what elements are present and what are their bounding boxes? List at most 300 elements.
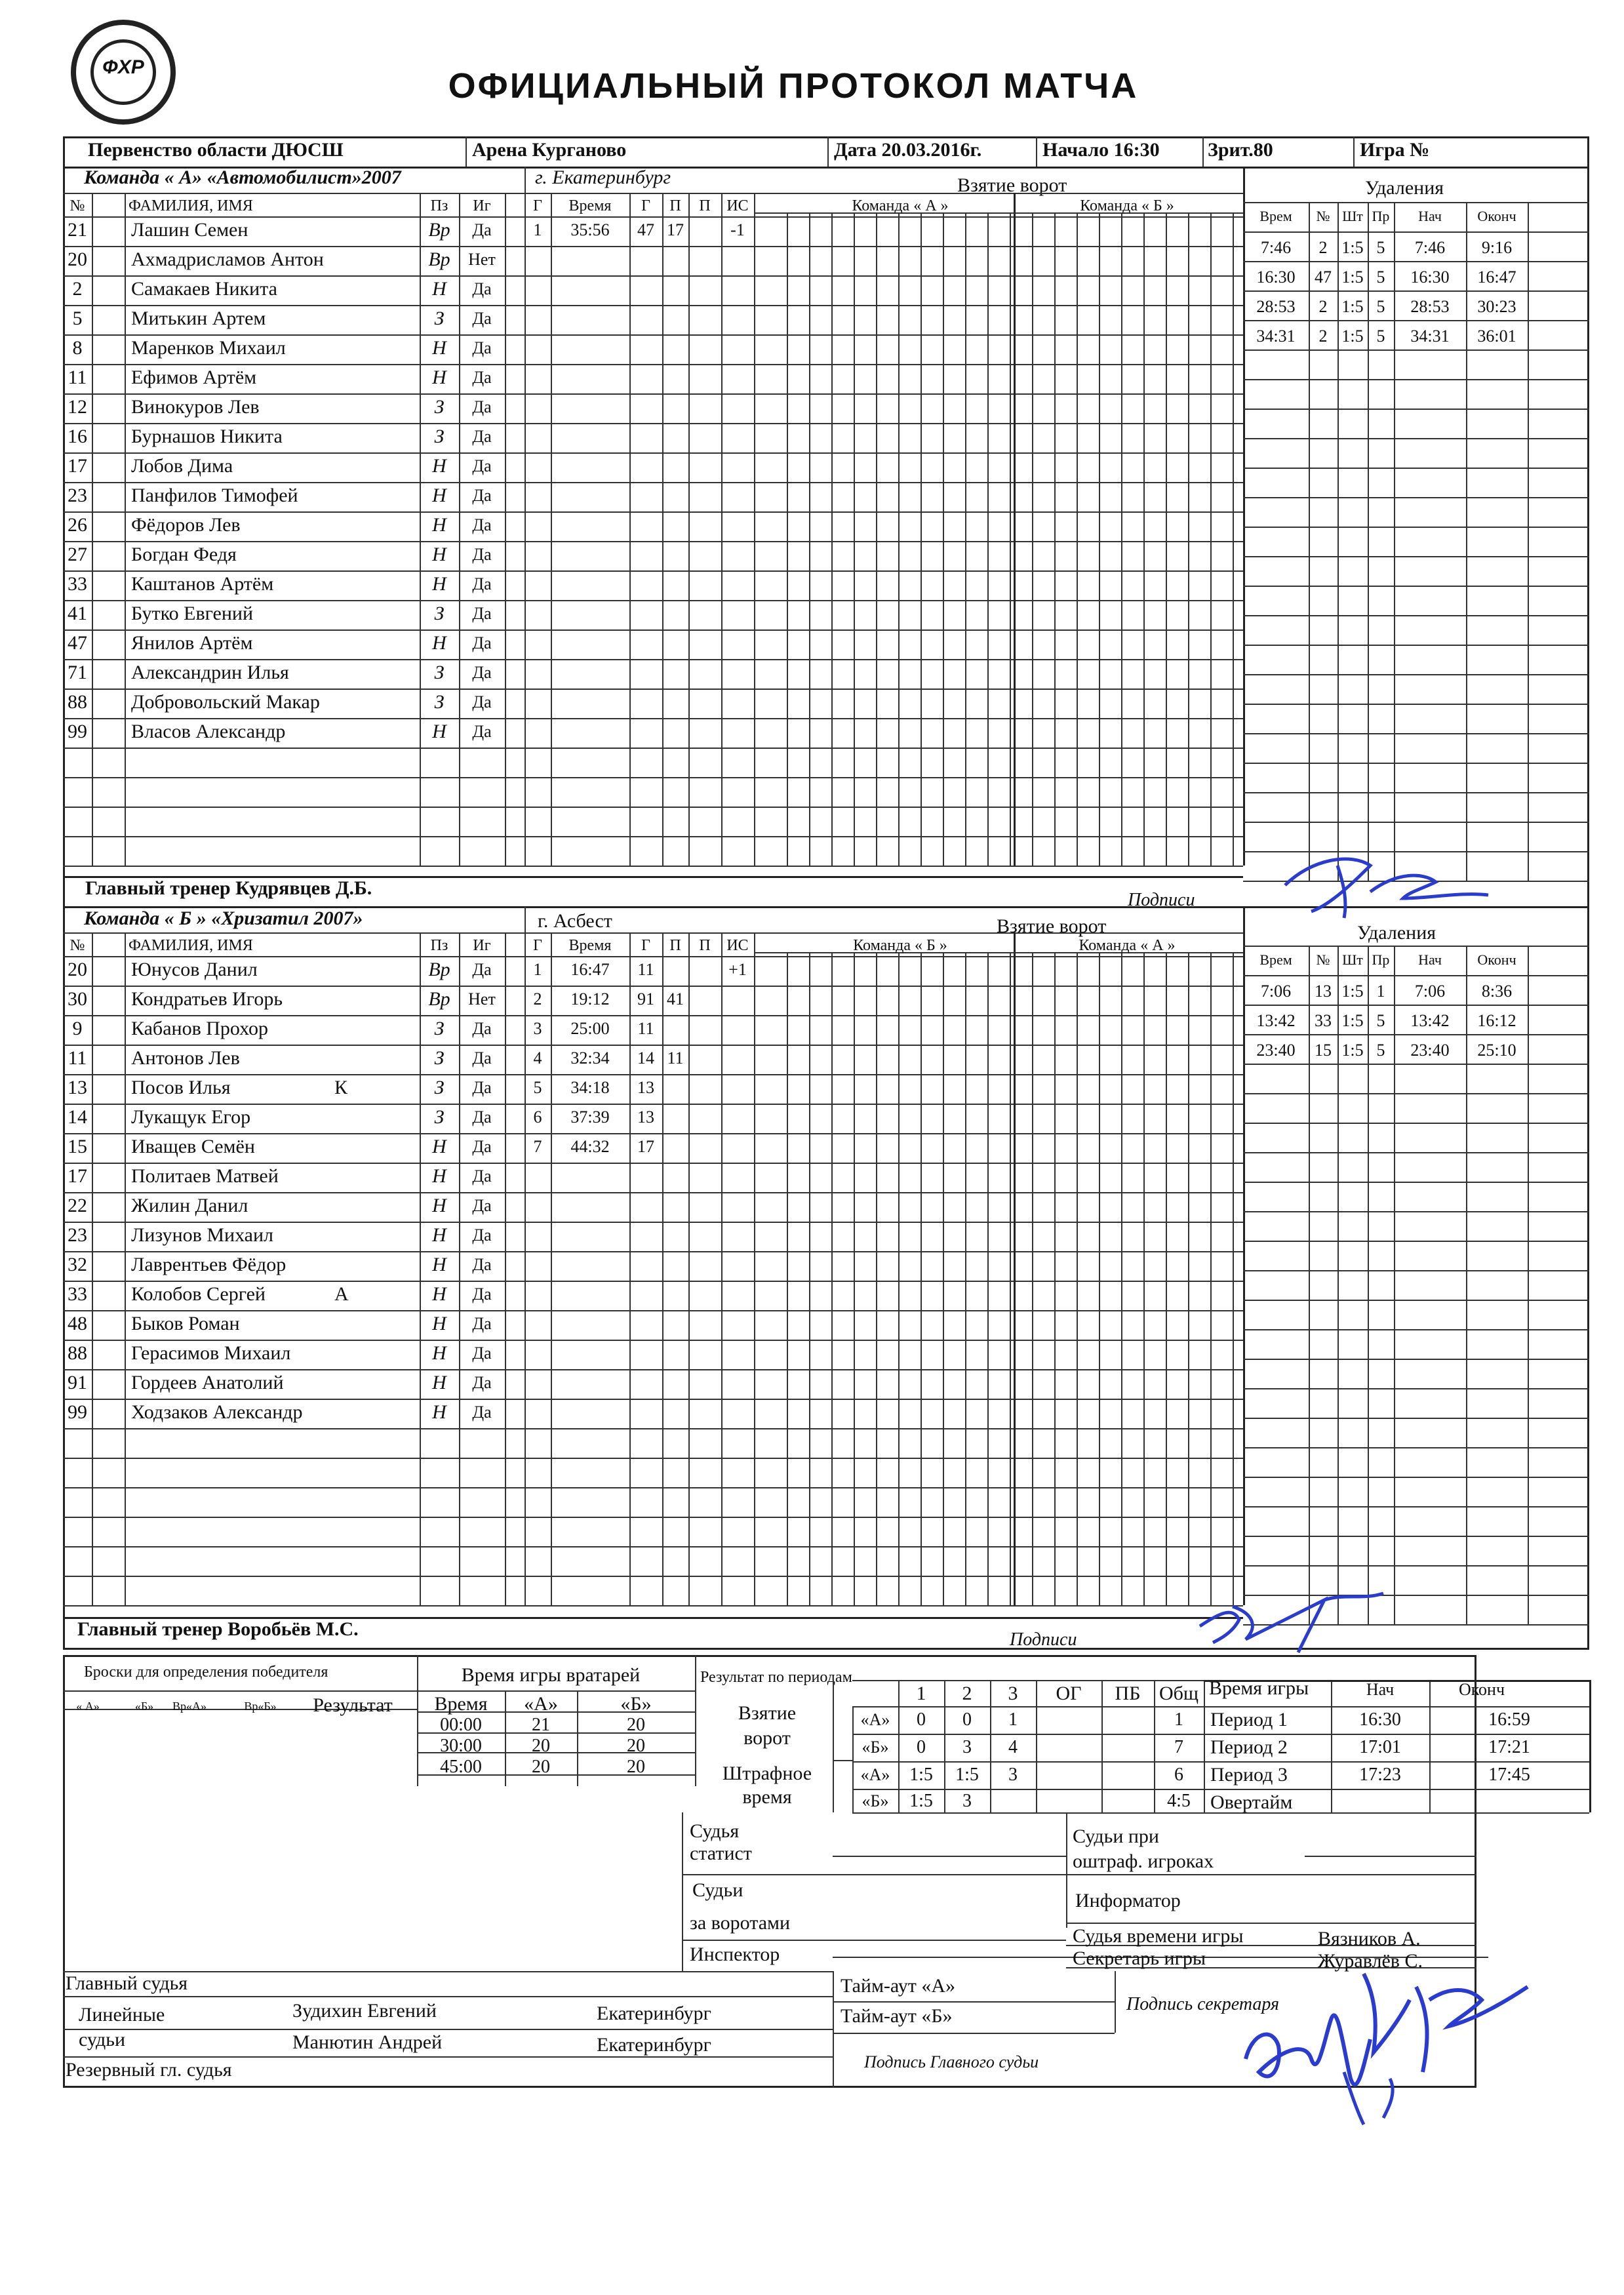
pen-row-divider [1243, 763, 1589, 764]
pen-row-divider [1243, 261, 1589, 262]
player-played: Нет [468, 989, 496, 1008]
row-divider [63, 393, 1243, 395]
player-played: Да [472, 515, 492, 534]
goal-scorer: 13 [637, 1108, 654, 1127]
pen-header-pen_num: № [1316, 208, 1330, 224]
player-number: 88 [68, 1342, 87, 1364]
pen-row-divider [1243, 1241, 1589, 1242]
grid-divider [943, 212, 944, 866]
row-divider [63, 1458, 1243, 1459]
row-divider [63, 748, 1243, 749]
player-name: Колобов Сергей [131, 1283, 266, 1305]
row-divider [63, 541, 1243, 542]
pen-row-divider [1243, 231, 1589, 233]
player-number: 71 [68, 662, 87, 683]
player-name: Лизунов Михаил [131, 1224, 274, 1246]
grid-divider [1099, 212, 1100, 866]
col-played: Иг [473, 937, 491, 954]
player-played: Да [472, 1373, 492, 1392]
col-num: № [69, 937, 85, 954]
grid-divider [1032, 212, 1033, 866]
grid-divider [1143, 212, 1145, 866]
linesman-1-city: Екатеринбург [597, 2003, 711, 2024]
pen-row-divider [1243, 792, 1589, 793]
periods-top-line [1204, 1680, 1591, 1682]
grid-divider [1010, 212, 1011, 866]
goal-time: 34:18 [570, 1078, 610, 1097]
period-name: Овертайм [1210, 1791, 1293, 1813]
period-start: 17:23 [1359, 1765, 1401, 1785]
goalie-cell: 00:00 [440, 1715, 482, 1735]
player-position: З [434, 603, 445, 624]
team-b-city: г. Асбест [538, 910, 612, 932]
grid-divider [987, 952, 989, 1605]
col-is: ИС [726, 197, 749, 214]
penalty-min: 1:5 [1341, 297, 1364, 316]
penalty-min: 1:5 [1341, 327, 1364, 346]
penalty-num: 2 [1318, 297, 1328, 316]
team-a-goals-title: Взятие ворот [957, 174, 1067, 196]
grid-divider [1121, 952, 1122, 1605]
goal-judges-label-2: за воротами [690, 1912, 791, 1934]
player-played: Да [472, 1344, 492, 1363]
pen-header-pen_reason: Пр [1372, 951, 1390, 968]
start-time-label: Начало 16:30 [1042, 139, 1160, 161]
penalty-min: 1:5 [1341, 268, 1364, 287]
col-divider [662, 193, 663, 866]
results-row-divider [833, 1760, 852, 1761]
player-played: Да [472, 604, 492, 623]
player-played: Да [472, 1196, 492, 1215]
penalty-num: 33 [1315, 1011, 1332, 1030]
pen-row-divider [1243, 1565, 1589, 1567]
results-cell: 1:5 [955, 1765, 979, 1785]
penalty-start: 34:31 [1410, 327, 1450, 346]
pen-row-divider [1243, 497, 1589, 498]
row-divider [63, 423, 1243, 424]
time-judge-label: Судья времени игры [1073, 1925, 1244, 1947]
row-divider [63, 570, 1243, 572]
penalty-reason: 5 [1376, 327, 1385, 346]
goalie-cell: 20 [627, 1757, 645, 1777]
player-number: 91 [68, 1372, 87, 1393]
penalty-start: 28:53 [1410, 297, 1450, 316]
main-referee-label: Главный судья [66, 1972, 188, 1994]
row-divider [63, 1605, 1243, 1606]
player-name: Быков Роман [131, 1313, 240, 1334]
player-name: Жилин Данил [131, 1195, 248, 1216]
period-name: Период 3 [1210, 1764, 1288, 1786]
player-position: З [434, 1077, 445, 1098]
player-number: 30 [68, 988, 87, 1010]
player-position: Вр [428, 959, 450, 980]
results-team-label: «Б» [862, 1738, 889, 1757]
player-played: Да [472, 220, 492, 239]
col-divider [525, 193, 526, 866]
row-divider [63, 1074, 1243, 1075]
results-cell: 0 [962, 1709, 972, 1730]
player-position: Н [432, 1372, 446, 1393]
goal-time: 44:32 [570, 1137, 610, 1156]
shootout-col-b: «Б» [134, 1700, 154, 1713]
linesmen-label-2: судьи [79, 2029, 126, 2050]
results-cell: 1 [1008, 1709, 1018, 1730]
penalty-reason: 1 [1376, 982, 1385, 1001]
player-name: Гордеев Анатолий [131, 1372, 284, 1393]
row-divider [63, 866, 1243, 867]
player-name: Маренков Михаил [131, 337, 286, 359]
player-position: Н [432, 1136, 446, 1157]
pen-row-divider [1243, 556, 1589, 557]
row-divider [63, 1340, 1243, 1341]
player-number: 22 [68, 1195, 87, 1216]
goalie-cell: 20 [532, 1736, 550, 1756]
player-number: 5 [72, 308, 83, 329]
player-number: 23 [68, 1224, 87, 1246]
player-position: Н [432, 367, 446, 388]
player-played: Да [472, 960, 492, 979]
goals-sub-b: Команда « Б » [1080, 197, 1174, 214]
col-divider [92, 193, 93, 866]
row-divider [63, 334, 1243, 336]
player-number: 20 [68, 959, 87, 980]
player-position: З [434, 426, 445, 447]
row-divider [63, 1576, 1243, 1577]
team-b-signature [1193, 1587, 1390, 1659]
player-name: Кабанов Прохор [131, 1018, 269, 1039]
player-name: Винокуров Лев [131, 396, 260, 418]
col-divider [505, 193, 506, 866]
player-played: Да [472, 309, 492, 328]
penalty-min: 1:5 [1341, 1041, 1364, 1060]
player-played: Да [472, 1226, 492, 1245]
grid-divider [943, 952, 944, 1605]
player-position: Н [432, 337, 446, 359]
grid-divider [1099, 952, 1100, 1605]
player-played: Да [472, 545, 492, 564]
shootout-title: Броски для определения победителя [84, 1664, 328, 1681]
row-divider [63, 1369, 1243, 1370]
player-position: Н [432, 514, 446, 536]
period-name: Период 2 [1210, 1736, 1288, 1758]
player-number: 99 [68, 721, 87, 742]
game-number-label: Игра № [1360, 139, 1430, 161]
player-number: 99 [68, 1401, 87, 1423]
player-name: Каштанов Артём [131, 573, 274, 595]
results-cell: 1:5 [909, 1791, 933, 1811]
grid-divider [898, 952, 900, 1605]
pen-row-divider [1243, 202, 1589, 203]
grid-divider [1233, 212, 1234, 866]
player-number: 23 [68, 485, 87, 506]
penalty-judges-label-2: оштраф. игроках [1073, 1850, 1214, 1872]
player-number: 2 [72, 278, 83, 300]
goalie-col-header: «Б» [620, 1693, 652, 1715]
player-name: Лаврентьев Фёдор [131, 1254, 287, 1275]
team-a-city: г. Екатеринбург [535, 167, 671, 188]
player-position: Н [432, 1313, 446, 1334]
penalty-end: 16:47 [1477, 268, 1516, 287]
player-position: Н [432, 1195, 446, 1216]
player-position: Н [432, 278, 446, 300]
results-pen-label-2: время [742, 1786, 792, 1808]
col-goal-no: Г [533, 197, 542, 214]
pen-row-divider [1243, 1300, 1589, 1301]
player-played: Да [472, 1285, 492, 1304]
penalty-start: 7:06 [1414, 982, 1446, 1001]
row-divider [63, 1487, 1243, 1488]
player-number: 11 [68, 1047, 87, 1069]
pen-header-pen_min: Шт [1342, 208, 1363, 224]
date-label: Дата 20.03.2016г. [834, 139, 982, 161]
pen-row-divider [1243, 822, 1589, 823]
player-position: Н [432, 632, 446, 654]
shootout-col-gk-b: Вр«Б» [244, 1700, 277, 1713]
player-name: Юнусов Данил [131, 959, 258, 980]
period-end: 16:59 [1488, 1709, 1530, 1730]
penalty-reason: 5 [1376, 1011, 1385, 1030]
timeout-b-label: Тайм-аут «Б» [841, 2005, 953, 2027]
col-assist-1: Г [641, 937, 650, 954]
player-number: 88 [68, 691, 87, 713]
player-position: Н [432, 544, 446, 565]
period-end: 17:45 [1488, 1765, 1530, 1785]
col-name: ФАМИЛИЯ, ИМЯ [129, 937, 253, 954]
grid-divider [898, 212, 900, 866]
penalty-end: 8:36 [1481, 982, 1513, 1001]
results-header: 2 [962, 1683, 972, 1704]
col-played: Иг [473, 197, 491, 214]
penalty-reason: 5 [1376, 268, 1385, 287]
row-divider [63, 1546, 1243, 1547]
row-divider [63, 511, 1243, 513]
penalty-num: 13 [1315, 982, 1332, 1001]
arena-label: Арена Курганово [472, 139, 627, 161]
goalie-cell: 20 [627, 1736, 645, 1756]
grid-divider [1077, 212, 1078, 866]
periods-title: Время игры [1209, 1677, 1309, 1699]
goal-number: 2 [533, 989, 542, 1008]
player-position: Вр [428, 988, 450, 1010]
shootout-col-a: « А» [76, 1700, 100, 1713]
goal-is: -1 [730, 220, 745, 239]
player-number: 12 [68, 396, 87, 418]
goal-scorer: 11 [637, 1019, 654, 1038]
col-divider [629, 193, 631, 866]
results-row-divider [852, 1734, 1589, 1735]
results-row-divider [852, 1789, 1589, 1790]
timeout-a-label: Тайм-аут «А» [841, 1975, 955, 1997]
results-header: ПБ [1115, 1683, 1141, 1704]
player-name: Кондратьев Игорь [131, 988, 283, 1010]
row-divider [63, 718, 1243, 719]
goal-is: +1 [728, 960, 747, 979]
goal-scorer: 11 [637, 960, 654, 979]
grid-divider [1210, 952, 1212, 1605]
row-divider [63, 1222, 1243, 1223]
pen-row-divider [1243, 1447, 1589, 1448]
pen-row-divider [1243, 1270, 1589, 1271]
linesman-2-city: Екатеринбург [597, 2034, 711, 2056]
grid-divider [1054, 212, 1056, 866]
penalty-start: 16:30 [1410, 268, 1450, 287]
player-number: 14 [68, 1106, 87, 1128]
player-number: 9 [72, 1018, 83, 1039]
col-divider [125, 193, 126, 866]
player-name: Ефимов Артём [131, 367, 257, 388]
player-name: Лашин Семен [131, 219, 248, 241]
player-name: Добровольский Макар [131, 691, 320, 713]
player-number: 11 [68, 367, 87, 388]
results-header: 1 [916, 1683, 926, 1704]
player-played: Да [472, 1108, 492, 1127]
row-divider [63, 305, 1243, 306]
goals-sub-b: Команда « А » [1079, 937, 1176, 954]
goal-time: 19:12 [570, 989, 610, 1008]
player-position: Н [432, 1401, 446, 1423]
linesman-2-name: Манютин Андрей [292, 2031, 443, 2053]
col-divider [754, 932, 755, 1605]
periods-start-label: Нач [1366, 1680, 1395, 1699]
grid-divider [1166, 952, 1167, 1605]
col-divider [551, 193, 552, 866]
player-position: Вр [428, 219, 450, 241]
player-number: 16 [68, 426, 87, 447]
player-played: Да [472, 456, 492, 475]
goals-divider [1014, 932, 1016, 1605]
col-divider [754, 193, 755, 866]
pen-row-divider [1243, 1182, 1589, 1183]
grid-divider [831, 212, 833, 866]
penalty-start: 13:42 [1410, 1011, 1450, 1030]
grid-divider [809, 212, 810, 866]
goalie-col-header: Время [434, 1693, 488, 1715]
results-title: Результат по периодам [700, 1669, 852, 1686]
player-played: Да [472, 427, 492, 446]
col-num: № [69, 197, 85, 214]
pen-row-divider [1243, 1329, 1589, 1330]
player-played: Да [472, 1314, 492, 1333]
player-position: З [434, 691, 445, 713]
col-divider [721, 932, 723, 1605]
team-b-penalties-title: Удаления [1357, 922, 1436, 944]
secretary-name: Журавлёв С. [1318, 1950, 1423, 1972]
col-goal-no: Г [533, 937, 542, 954]
pen-header-pen_end: Оконч [1477, 208, 1516, 224]
player-number: 17 [68, 455, 87, 477]
player-played: Да [472, 633, 492, 652]
goal-number: 4 [533, 1048, 542, 1068]
player-name: Политаев Матвей [131, 1165, 279, 1187]
pen-header-pen_end: Оконч [1477, 951, 1516, 968]
player-played: Да [472, 574, 492, 593]
results-pen-label-1: Штрафное [722, 1763, 812, 1784]
pen-row-divider [1243, 349, 1589, 351]
team-b-signatures-label: Подписи [1010, 1629, 1077, 1650]
player-played: Да [472, 692, 492, 711]
fhr-logo [71, 20, 176, 125]
team-b-coach: Главный тренер Воробьёв М.С. [77, 1618, 359, 1640]
pen-header-pen_start: Нач [1418, 208, 1442, 224]
player-name: Панфилов Тимофей [131, 485, 298, 506]
row-divider [63, 1192, 1243, 1193]
col-assist-2: П [669, 937, 681, 954]
player-number: 8 [72, 337, 83, 359]
pen-row-divider [1243, 320, 1589, 321]
pen-header-pen_min: Шт [1342, 951, 1363, 968]
grid-divider [1166, 212, 1167, 866]
grid-divider [1077, 952, 1078, 1605]
player-name: Посов Илья [131, 1077, 231, 1098]
col-goal-time: Время [568, 937, 612, 954]
grid-divider [831, 952, 833, 1605]
pen-row-divider [1243, 527, 1589, 528]
team-b-label: Команда « Б » «Хризатил 2007» [84, 908, 363, 929]
pen-header-pen_num: № [1316, 951, 1330, 968]
player-name: Александрин Илья [131, 662, 289, 683]
col-pos: Пз [430, 937, 448, 954]
penalty-num: 15 [1315, 1041, 1332, 1060]
pen-row-divider [1243, 975, 1589, 976]
player-played: Да [472, 1048, 492, 1068]
linesmen-label-1: Линейные [79, 2004, 165, 2026]
player-position: З [434, 396, 445, 418]
penalty-end: 16:12 [1477, 1011, 1516, 1030]
results-header: Общ [1159, 1683, 1199, 1704]
player-number: 47 [68, 632, 87, 654]
results-cell: 7 [1174, 1737, 1183, 1757]
pen-row-divider [1243, 1359, 1589, 1360]
row-divider [63, 807, 1243, 808]
pen-row-divider [1243, 1152, 1589, 1153]
results-row-divider [852, 1761, 1589, 1763]
pen-row-divider [1243, 1123, 1589, 1124]
col-name: ФАМИЛИЯ, ИМЯ [129, 197, 253, 214]
goalie-cell: 30:00 [440, 1736, 482, 1756]
results-cell: 4:5 [1167, 1791, 1191, 1811]
pen-row-divider [1243, 409, 1589, 410]
pen-row-divider [1243, 1005, 1589, 1006]
player-played: Да [472, 1167, 492, 1186]
pen-row-divider [1243, 645, 1589, 646]
row-divider [63, 986, 1243, 987]
row-divider [63, 1133, 1243, 1134]
results-team-label: «А» [860, 1765, 890, 1784]
player-position: Н [432, 455, 446, 477]
goal-assist-1: 41 [667, 989, 684, 1008]
player-number: 32 [68, 1254, 87, 1275]
player-name: Ходзаков Александр [131, 1401, 303, 1423]
penalty-num: 2 [1318, 238, 1328, 257]
player-number: 27 [68, 544, 87, 565]
penalty-time: 34:31 [1256, 327, 1296, 346]
player-played: Да [472, 1403, 492, 1422]
periods-col-divider [1589, 1680, 1591, 1812]
player-name: Янилов Артём [131, 632, 253, 654]
secretary-sign-label: Подпись секретаря [1126, 1994, 1280, 2014]
goalie-cell: 45:00 [440, 1757, 482, 1777]
grid-divider [965, 212, 966, 866]
reserve-referee-label: Резервный гл. судья [66, 2059, 232, 2081]
player-name: Лукащук Егор [131, 1106, 251, 1128]
penalty-time: 7:46 [1260, 238, 1292, 257]
pen-row-divider [1243, 733, 1589, 734]
grid-divider [987, 212, 989, 866]
goal-scorer: 17 [637, 1137, 654, 1156]
team-a-penalties-title: Удаления [1365, 177, 1444, 199]
pen-row-divider [1243, 1211, 1589, 1212]
row-divider [63, 659, 1243, 660]
